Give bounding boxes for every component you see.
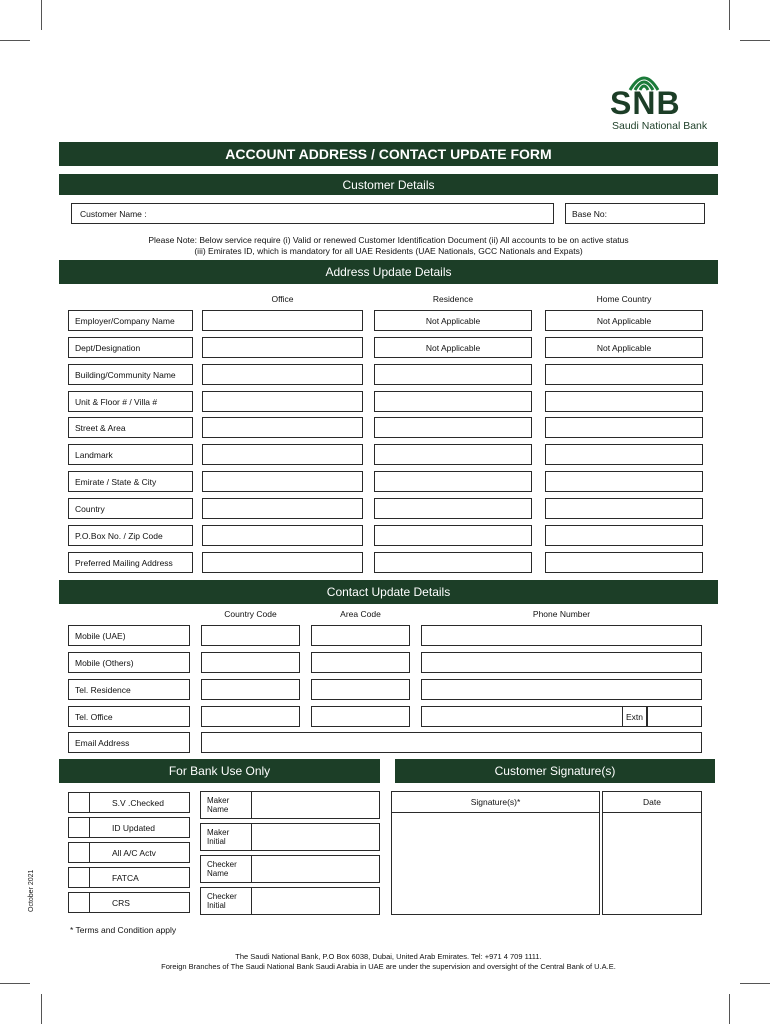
contact-row-label bbox=[68, 625, 190, 646]
office-input[interactable] bbox=[202, 417, 363, 438]
note-line-2: (iii) Emirates ID, which is mandatory for all UAE Residents (UAE Nationals, GCC Nationals and Expats) bbox=[194, 246, 583, 256]
col-header-area-code: Area Code bbox=[340, 609, 381, 619]
home-country-input[interactable] bbox=[545, 471, 703, 492]
field-label: Mobile (UAE) bbox=[75, 630, 126, 641]
crop-mark bbox=[41, 994, 42, 1024]
field-label: Building/Community Name bbox=[75, 369, 176, 380]
office-input[interactable] bbox=[202, 552, 363, 573]
address-row-label bbox=[68, 310, 193, 331]
field-label: S.V .Checked bbox=[112, 797, 164, 808]
field-label: Street & Area bbox=[75, 422, 126, 433]
customer-details-header bbox=[59, 174, 718, 195]
crop-mark bbox=[0, 40, 30, 41]
side-date: October 2021 bbox=[28, 869, 35, 912]
checkbox[interactable] bbox=[68, 842, 90, 863]
area-code-input[interactable] bbox=[311, 706, 410, 727]
footer-line-2: Foreign Branches of The Saudi National Bank Saudi Arabia in UAE are under the supervision and oversight of the Central Bank of U.A.E. bbox=[161, 962, 616, 971]
customer-name-field[interactable] bbox=[71, 203, 554, 224]
field-label: Base No: bbox=[572, 208, 607, 219]
residence-input bbox=[374, 337, 532, 358]
home-country-input[interactable] bbox=[545, 552, 703, 573]
residence-input[interactable] bbox=[374, 498, 532, 519]
office-input[interactable] bbox=[202, 310, 363, 331]
contact-row-label bbox=[68, 679, 190, 700]
residence-input bbox=[374, 310, 532, 331]
field-label: Checker Name bbox=[207, 860, 237, 878]
field-label: Preferred Mailing Address bbox=[75, 557, 173, 568]
extn-input[interactable] bbox=[647, 706, 702, 727]
field-label: Employer/Company Name bbox=[75, 315, 175, 326]
date-label-box bbox=[602, 791, 702, 813]
address-row-label bbox=[68, 417, 193, 438]
home-country-input bbox=[545, 337, 703, 358]
field-label: Not Applicable bbox=[596, 315, 652, 326]
maker-name-input[interactable] bbox=[251, 791, 380, 819]
bank-check-label bbox=[89, 867, 190, 888]
checker-initial-label bbox=[200, 887, 252, 915]
field-label: Not Applicable bbox=[596, 342, 652, 353]
field-label: Maker Name bbox=[207, 796, 230, 814]
area-code-input[interactable] bbox=[311, 652, 410, 673]
address-row-label bbox=[68, 444, 193, 465]
address-row-label bbox=[68, 552, 193, 573]
contact-row-label bbox=[68, 706, 190, 727]
bank-check-label bbox=[89, 792, 190, 813]
logo-subtitle: Saudi National Bank bbox=[612, 120, 708, 132]
crop-mark bbox=[740, 983, 770, 984]
field-label: Not Applicable bbox=[425, 315, 481, 326]
field-label: Mobile (Others) bbox=[75, 657, 134, 668]
address-row-label bbox=[68, 364, 193, 385]
office-input[interactable] bbox=[202, 498, 363, 519]
residence-input[interactable] bbox=[374, 364, 532, 385]
country-code-input[interactable] bbox=[201, 706, 300, 727]
logo-text: SNB bbox=[610, 85, 681, 121]
field-label: Checker Initial bbox=[207, 892, 237, 910]
field-label: Country bbox=[75, 503, 105, 514]
field-label: All A/C Actv bbox=[112, 847, 156, 858]
signature-area[interactable] bbox=[391, 812, 600, 915]
section-title: For Bank Use Only bbox=[168, 764, 271, 778]
office-input[interactable] bbox=[202, 391, 363, 412]
area-code-input[interactable] bbox=[311, 625, 410, 646]
home-country-input[interactable] bbox=[545, 444, 703, 465]
office-input[interactable] bbox=[202, 471, 363, 492]
logo bbox=[608, 68, 718, 136]
address-row-label bbox=[68, 471, 193, 492]
checkbox[interactable] bbox=[68, 792, 90, 813]
home-country-input[interactable] bbox=[545, 417, 703, 438]
terms-note: * Terms and Condition apply bbox=[70, 925, 177, 935]
home-country-input[interactable] bbox=[545, 391, 703, 412]
field-label: Signature(s)* bbox=[470, 797, 521, 807]
crop-mark bbox=[740, 40, 770, 41]
extn-label-box bbox=[622, 706, 647, 727]
home-country-input[interactable] bbox=[545, 364, 703, 385]
col-header-office: Office bbox=[271, 294, 294, 304]
checkbox[interactable] bbox=[68, 892, 90, 913]
date-area[interactable] bbox=[602, 812, 702, 915]
residence-input[interactable] bbox=[374, 444, 532, 465]
field-label: FATCA bbox=[112, 872, 139, 883]
field-label: Unit & Floor # / Villa # bbox=[75, 396, 158, 407]
residence-input[interactable] bbox=[374, 525, 532, 546]
form-title-bar bbox=[59, 142, 718, 166]
country-code-input[interactable] bbox=[201, 679, 300, 700]
bank-check-label bbox=[89, 892, 190, 913]
bank-check-label bbox=[89, 842, 190, 863]
field-label: Tel. Residence bbox=[75, 684, 131, 695]
residence-input[interactable] bbox=[374, 391, 532, 412]
residence-input[interactable] bbox=[374, 552, 532, 573]
section-title: Contact Update Details bbox=[326, 585, 451, 599]
footer-line-1: The Saudi National Bank, P.O Box 6038, Dubai, United Arab Emirates. Tel: +971 4 709 1111. bbox=[235, 952, 542, 961]
section-title: Address Update Details bbox=[325, 265, 452, 279]
phone-number-input[interactable] bbox=[421, 625, 702, 646]
checkbox[interactable] bbox=[68, 867, 90, 888]
maker-name-label bbox=[200, 791, 252, 819]
email-label-box bbox=[68, 732, 190, 753]
form-title: ACCOUNT ADDRESS / CONTACT UPDATE FORM bbox=[225, 146, 552, 162]
office-input[interactable] bbox=[202, 444, 363, 465]
office-input[interactable] bbox=[202, 337, 363, 358]
crop-mark bbox=[729, 0, 730, 30]
phone-number-input[interactable] bbox=[421, 679, 702, 700]
section-title: Customer Details bbox=[342, 177, 435, 192]
field-label: Landmark bbox=[75, 449, 113, 460]
address-row-label bbox=[68, 498, 193, 519]
office-input[interactable] bbox=[202, 364, 363, 385]
checker-name-input[interactable] bbox=[251, 855, 380, 883]
col-header-home-country: Home Country bbox=[596, 294, 652, 304]
field-label: Email Address bbox=[75, 737, 130, 748]
checkbox[interactable] bbox=[68, 817, 90, 838]
field-label: ID Updated bbox=[112, 822, 155, 833]
field-label: Dept/Designation bbox=[75, 342, 141, 353]
section-title: Customer Signature(s) bbox=[494, 764, 616, 778]
maker-initial-label bbox=[200, 823, 252, 851]
checker-initial-input[interactable] bbox=[251, 887, 380, 915]
office-input[interactable] bbox=[202, 525, 363, 546]
note-line-1: Please Note: Below service require (i) Valid or renewed Customer Identification Document (ii) All accounts to be on active status bbox=[148, 235, 629, 245]
field-label: Not Applicable bbox=[425, 342, 481, 353]
contact-row-label bbox=[68, 652, 190, 673]
home-country-input[interactable] bbox=[545, 525, 703, 546]
field-label: Emirate / State & City bbox=[75, 476, 157, 487]
phone-number-input[interactable] bbox=[421, 652, 702, 673]
home-country-input[interactable] bbox=[545, 498, 703, 519]
field-label: Customer Name : bbox=[80, 208, 147, 219]
crop-mark bbox=[0, 983, 30, 984]
field-label: CRS bbox=[112, 897, 130, 908]
contact-details-header bbox=[59, 580, 718, 604]
field-label: Maker Initial bbox=[207, 828, 230, 846]
field-label: Tel. Office bbox=[75, 711, 113, 722]
field-label: P.O.Box No. / Zip Code bbox=[75, 530, 163, 541]
maker-initial-input[interactable] bbox=[251, 823, 380, 851]
base-no-field[interactable] bbox=[565, 203, 705, 224]
residence-input[interactable] bbox=[374, 417, 532, 438]
residence-input[interactable] bbox=[374, 471, 532, 492]
address-details-header bbox=[59, 260, 718, 284]
country-code-input[interactable] bbox=[201, 625, 300, 646]
crop-mark bbox=[729, 994, 730, 1024]
country-code-input[interactable] bbox=[201, 652, 300, 673]
address-row-label bbox=[68, 391, 193, 412]
phone-number-input[interactable] bbox=[421, 706, 623, 727]
col-header-residence: Residence bbox=[432, 294, 474, 304]
checker-name-label bbox=[200, 855, 252, 883]
signature-label-box bbox=[391, 791, 600, 813]
address-row-label bbox=[68, 337, 193, 358]
col-header-phone-number: Phone Number bbox=[532, 609, 591, 619]
crop-mark bbox=[41, 0, 42, 30]
bank-check-label bbox=[89, 817, 190, 838]
bank-use-header bbox=[59, 759, 380, 783]
email-input[interactable] bbox=[201, 732, 702, 753]
address-row-label bbox=[68, 525, 193, 546]
area-code-input[interactable] bbox=[311, 679, 410, 700]
col-header-country-code: Country Code bbox=[224, 609, 277, 619]
signature-header bbox=[395, 759, 715, 783]
home-country-input bbox=[545, 310, 703, 331]
field-label: Date bbox=[643, 797, 661, 807]
extn-label: Extn bbox=[625, 711, 643, 722]
